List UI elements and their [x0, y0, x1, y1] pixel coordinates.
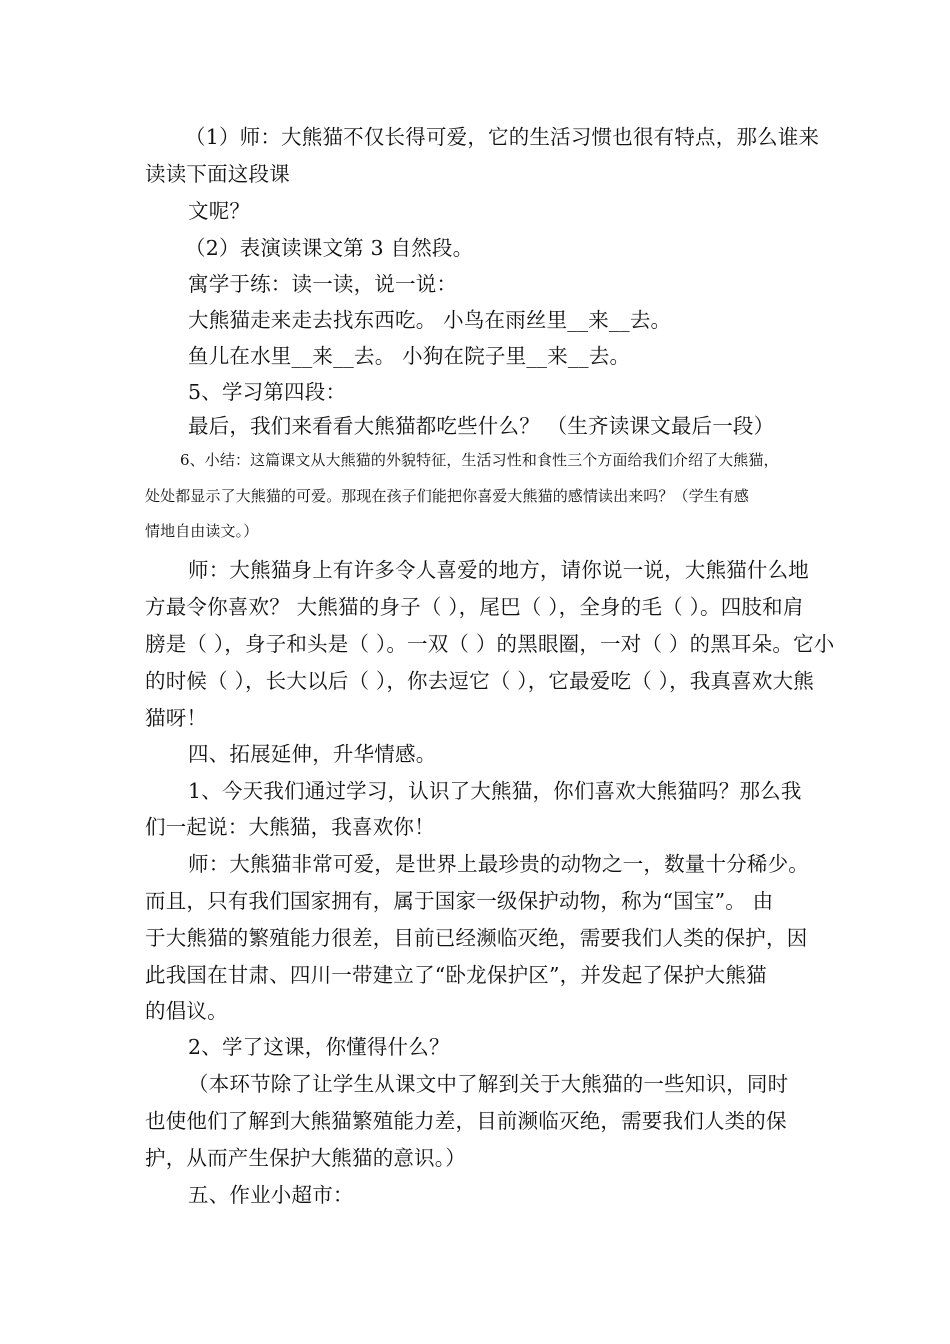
text-line: 也使他们了解到大熊猫繁殖能力差，目前濒临灭绝，需要我们人类的保 — [145, 1109, 787, 1133]
text-line: 寓学于练：读一读，说一说： — [188, 272, 458, 296]
text-line: 文呢？ — [188, 199, 251, 223]
section-heading: 五、作业小超市： — [188, 1183, 354, 1207]
text-line: 此我国在甘肃、四川一带建立了“卧龙保护区”，并发起了保护大熊猫 — [145, 963, 767, 987]
text-line: 于大熊猫的繁殖能力很差，目前已经濒临灭绝，需要我们人类的保护，因 — [145, 926, 808, 950]
text-line: 而且，只有我们国家拥有，属于国家一级保护动物，称为“国宝”。 由 — [145, 889, 774, 913]
text-line: 最后，我们来看看大熊猫都吃些什么？ （生齐读课文最后一段） — [188, 414, 775, 438]
text-line: 师：大熊猫非常可爱，是世界上最珍贵的动物之一，数量十分稀少。 — [188, 852, 809, 876]
text-line: 1、今天我们通过学习，认识了大熊猫，你们喜欢大熊猫吗？那么我 — [188, 779, 802, 803]
text-line: 护，从而产生保护大熊猫的意识。） — [145, 1146, 466, 1170]
text-line: 的倡议。 — [145, 999, 228, 1023]
text-line: 膀是（ ），身子和头是（ ）。一双（ ）的黑眼圈，一对（ ）的黑耳朵。它小 — [145, 632, 835, 656]
text-line: 师：大熊猫身上有许多令人喜爱的地方，请你说一说，大熊猫什么地 — [188, 558, 809, 582]
section-heading: 四、拓展延伸，升华情感。 — [188, 742, 437, 766]
text-line: （2）表演读课文第 3 自然段。 — [185, 236, 474, 260]
text-line: 方最令你喜欢？ 大熊猫的身子（ ），尾巴（ ），全身的毛（ ）。四肢和肩 — [145, 595, 804, 619]
text-line: 情地自由读文。） — [145, 522, 259, 540]
section-heading: 5、学习第四段： — [188, 380, 347, 404]
text-line: 的时候（ ），长大以后（ ），你去逗它（ ），它最爱吃（ ），我真喜欢大熊 — [145, 669, 814, 693]
text-line: （1）师：大熊猫不仅长得可爱，它的生活习惯也很有特点，那么谁来 — [185, 125, 820, 149]
text-line: 鱼儿在水里__来__去。 小狗在院子里__来__去。 — [188, 344, 631, 368]
text-line: 处处都显示了大熊猫的可爱。那现在孩子们能把你喜爱大熊猫的感情读出来吗？（学生有感 — [145, 487, 750, 505]
text-line: 们一起说：大熊猫，我喜欢你！ — [145, 815, 435, 839]
text-line: 大熊猫走来走去找东西吃。 小鸟在雨丝里__来__去。 — [188, 308, 672, 332]
text-line: （本环节除了让学生从课文中了解到关于大熊猫的一些知识，同时 — [188, 1072, 789, 1096]
text-line: 读读下面这段课 — [145, 162, 290, 186]
text-line: 猫呀！ — [145, 706, 208, 730]
section-heading: 2、学了这课，你懂得什么？ — [188, 1035, 450, 1059]
text-line: 6、小结：这篇课文从大熊猫的外貌特征，生活习性和食性三个方面给我们介绍了大熊猫， — [180, 451, 779, 469]
